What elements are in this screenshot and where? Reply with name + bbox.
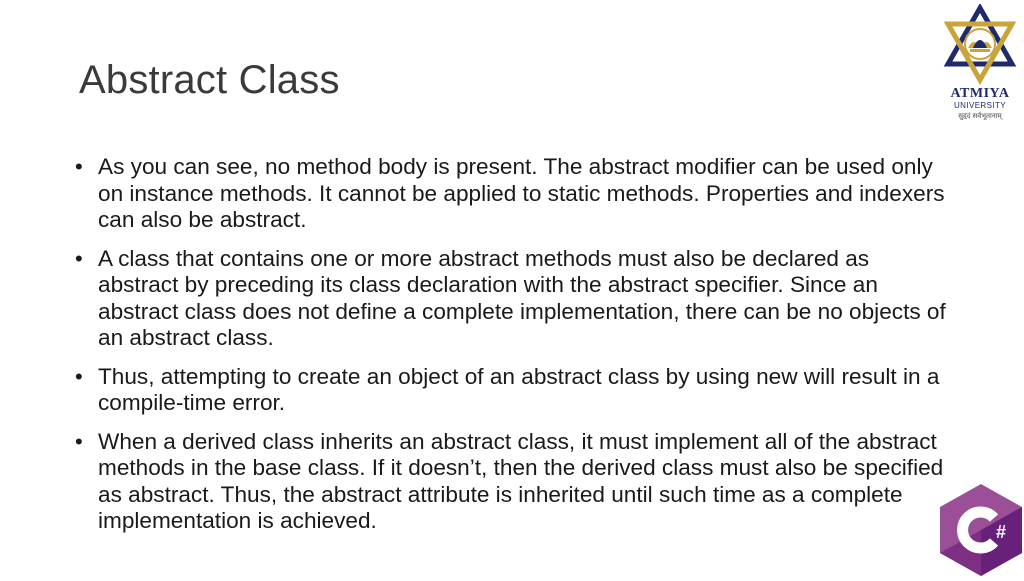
bullet-item: [75, 429, 955, 535]
csharp-symbol: #: [996, 522, 1007, 542]
bullet-dot-icon: •: [75, 154, 83, 179]
bullet-dot-icon: •: [75, 363, 83, 389]
csharp-logo-icon: [938, 482, 1024, 576]
bullet-text: As you can see, no method body is present. The abstract modifier can be used only on instance methods. It cannot be applied to static methods. Properties and indexers can also be abstract.: [98, 154, 945, 232]
bullet-text: Thus, attempting to create an object of an abstract class by using new will result in a compile-time error.: [98, 363, 940, 415]
logo-name: ATMIYA: [950, 86, 1010, 101]
atmiya-university-logo: [940, 4, 1020, 124]
slide-title: Abstract Class: [79, 58, 340, 102]
bullet-item: [75, 154, 955, 234]
atmiya-star-emblem-icon: [940, 4, 1020, 86]
bullet-text: When a derived class inherits an abstract class, it must implement all of the abstract methods in the base class. If it doesn’t, then the derived class must also be specified as abstract. Thus, the abstract attribute is inherited until such time as a complete implementation is achieved.: [98, 428, 944, 533]
logo-motto: सुहृदं सर्वभूतानाम्: [958, 113, 1002, 120]
logo-subtitle: UNIVERSITY: [953, 101, 1006, 110]
bullet-item: [75, 246, 955, 352]
bullet-item: [75, 364, 955, 417]
bullet-text: A class that contains one or more abstract methods must also be declared as abstract by preceding its class declaration with the abstract specifier. Since an abstract class does not define a complete implementation, there can be no objects of an abstract class.: [98, 245, 946, 350]
bullet-list: [75, 154, 955, 547]
bullet-dot-icon: •: [75, 428, 83, 454]
bullet-dot-icon: •: [75, 245, 83, 271]
